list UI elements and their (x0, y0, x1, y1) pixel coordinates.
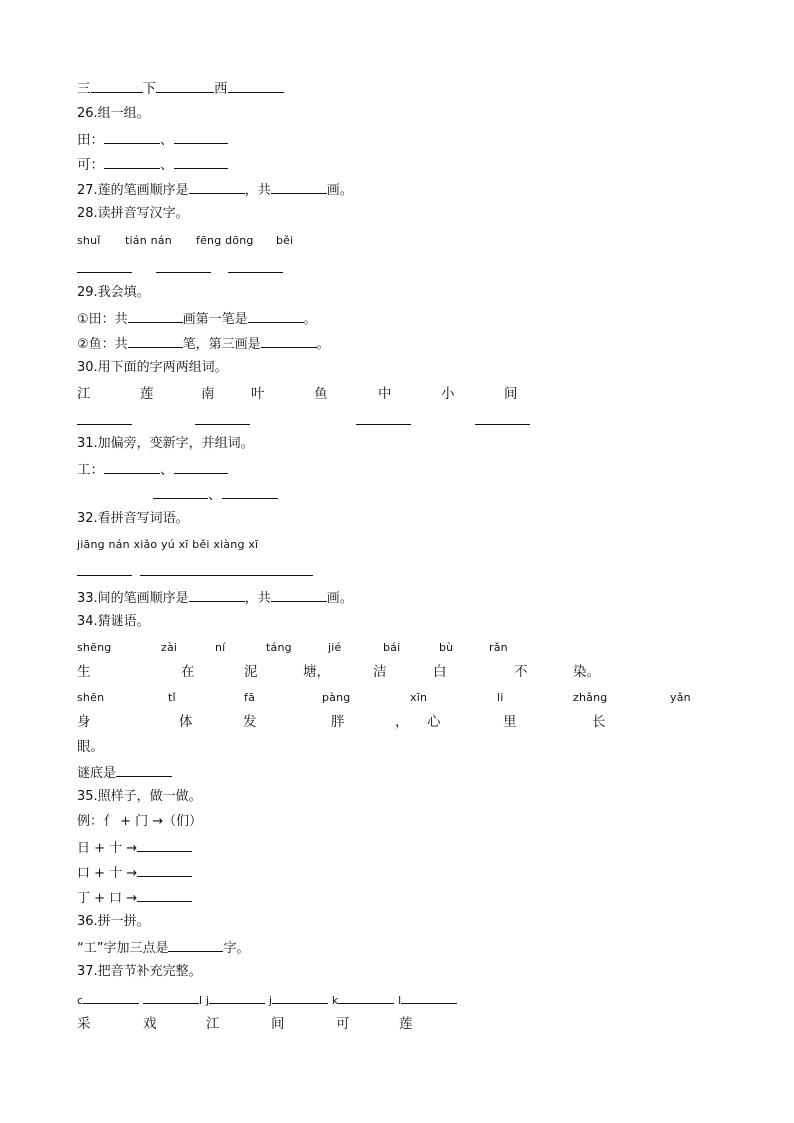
q34-char-eye: 眼。 (77, 739, 104, 755)
answer-blank[interactable] (272, 991, 328, 1004)
q29-row2: ②鱼：共 笔，第三画是 。 (77, 337, 330, 352)
q26-row2: 可： 、 (77, 156, 228, 173)
char: 小 (441, 386, 455, 402)
char: 长 (592, 714, 606, 730)
answer-blank[interactable] (228, 260, 283, 273)
answer-blank[interactable] (137, 864, 192, 877)
char: 可 (336, 1016, 350, 1032)
pinyin: táng (266, 641, 292, 654)
char: 莲 (140, 386, 154, 402)
char: 里 (503, 714, 517, 730)
char: 胖 (331, 714, 345, 730)
answer-blank[interactable] (271, 181, 327, 194)
answer-blank[interactable] (401, 991, 457, 1004)
q35-row2: 口 + 十 → (77, 864, 192, 882)
pinyin: jié (328, 641, 342, 654)
answer-blank[interactable] (228, 80, 284, 93)
q26-title: 26.组一组。 (77, 106, 150, 121)
char: 叶 (251, 386, 265, 402)
char: 白 (433, 664, 447, 680)
char: 不 (514, 664, 528, 680)
q37-title: 37.把音节补充完整。 (77, 964, 202, 979)
pinyin: shēn (77, 691, 105, 704)
answer-blank[interactable] (156, 260, 211, 273)
pinyin: ní (215, 641, 226, 654)
q35-example: 例：亻 + 门 →（们） (77, 814, 203, 829)
answer-blank[interactable] (91, 80, 143, 93)
answer-blank[interactable] (174, 131, 228, 144)
pinyin: tǐ (168, 691, 176, 704)
char: 间 (271, 1016, 285, 1032)
char: 塘， (303, 664, 330, 680)
answer-blank[interactable] (128, 335, 183, 348)
char: 间 (504, 386, 518, 402)
q35-row3: 丁 + 口 → (77, 889, 192, 907)
pinyin: li (497, 691, 504, 704)
answer-blank[interactable] (222, 486, 278, 499)
char: 江 (77, 386, 91, 402)
pinyin: fā (244, 691, 256, 704)
q31-title: 31.加偏旁，变新字，并组词。 (77, 436, 254, 451)
char: 南 (201, 386, 215, 402)
char: 泥 (244, 664, 258, 680)
answer-blank[interactable] (174, 461, 228, 474)
pinyin: shuǐ (77, 234, 101, 247)
char: 在 (181, 664, 195, 680)
answer-blank[interactable] (104, 131, 160, 144)
answer-blank[interactable] (116, 764, 172, 777)
char: 体 (179, 714, 193, 730)
char: ， (395, 714, 409, 730)
answer-blank[interactable] (261, 335, 317, 348)
char: 戏 (143, 1016, 157, 1032)
pinyin: fēng dōng (196, 234, 254, 247)
q35-title: 35.照样子，做一做。 (77, 789, 202, 804)
q29-title: 29.我会填。 (77, 285, 150, 300)
q32-title: 32.看拼音写词语。 (77, 511, 189, 526)
char: 中 (378, 386, 392, 402)
q36-title: 36.拼一拼。 (77, 914, 150, 929)
answer-blank[interactable] (174, 156, 228, 169)
answer-blank[interactable] (156, 80, 214, 93)
answer-blank[interactable] (256, 563, 313, 576)
char: 莲 (399, 1016, 413, 1032)
answer-blank[interactable] (168, 939, 223, 952)
answer-blank[interactable] (195, 412, 250, 425)
pinyin: tián nán (125, 234, 172, 247)
pinyin: bù (439, 641, 454, 654)
char: 心 (427, 714, 441, 730)
q34-title: 34.猜谜语。 (77, 614, 150, 629)
answer-blank[interactable] (338, 991, 394, 1004)
q25-row: 三 下 西 (77, 80, 284, 97)
char: 身 (77, 714, 91, 730)
pinyin: zài (161, 641, 178, 654)
pinyin: bái (383, 641, 401, 654)
answer-blank[interactable] (137, 839, 192, 852)
answer-blank[interactable] (77, 260, 132, 273)
answer-blank[interactable] (143, 991, 199, 1004)
q27-row: 27.莲的笔画顺序是 ，共 画。 (77, 183, 353, 198)
q31-row1: 工： 、 (77, 461, 228, 478)
answer-blank[interactable] (248, 310, 304, 323)
answer-blank[interactable] (189, 589, 245, 602)
q35-row1: 日 + 十 → (77, 839, 192, 857)
q37-syllable-row: c l j j k l (77, 991, 457, 1009)
q29-row1: ①田：共 画第一笔是 。 (77, 312, 317, 327)
answer-blank[interactable] (77, 563, 132, 576)
answer-blank[interactable] (83, 991, 139, 1004)
q31-row2: 、 (153, 486, 278, 503)
answer-blank[interactable] (198, 563, 256, 576)
char: 鱼 (314, 386, 328, 402)
answer-blank[interactable] (153, 486, 208, 499)
answer-blank[interactable] (209, 991, 265, 1004)
answer-blank[interactable] (77, 412, 132, 425)
pinyin: pàng (322, 691, 351, 704)
q26-row1: 田： 、 (77, 131, 228, 148)
pinyin: rǎn (489, 641, 508, 654)
answer-blank[interactable] (104, 156, 160, 169)
char: 采 (77, 1016, 91, 1032)
answer-blank[interactable] (271, 589, 327, 602)
pinyin: zhǎng (573, 691, 608, 704)
pinyin: shēng (77, 641, 112, 654)
q32-pinyin: jiāng nán xiǎo yú xī běi xiàng xī (77, 538, 259, 551)
char: 江 (206, 1016, 220, 1032)
answer-blank[interactable] (475, 412, 530, 425)
answer-blank[interactable] (189, 181, 245, 194)
answer-blank[interactable] (104, 461, 160, 474)
q28-title: 28.读拼音写汉字。 (77, 206, 189, 221)
char: 发 (243, 714, 257, 730)
char: 染。 (573, 664, 600, 680)
answer-blank[interactable] (128, 310, 183, 323)
char: 洁 (373, 664, 387, 680)
answer-blank[interactable] (140, 563, 198, 576)
pinyin: xīn (410, 691, 428, 704)
q33-row: 33.间的笔画顺序是 ，共 画。 (77, 591, 353, 606)
char: 生 (77, 664, 91, 680)
q34-answer-row: 谜底是 (77, 764, 172, 782)
answer-blank[interactable] (137, 889, 192, 902)
q30-title: 30.用下面的字两两组词。 (77, 360, 228, 375)
pinyin: běi (276, 234, 294, 247)
q36-row: “工”字加三点是 字。 (77, 941, 250, 956)
pinyin: yǎn (670, 691, 691, 704)
answer-blank[interactable] (356, 412, 411, 425)
